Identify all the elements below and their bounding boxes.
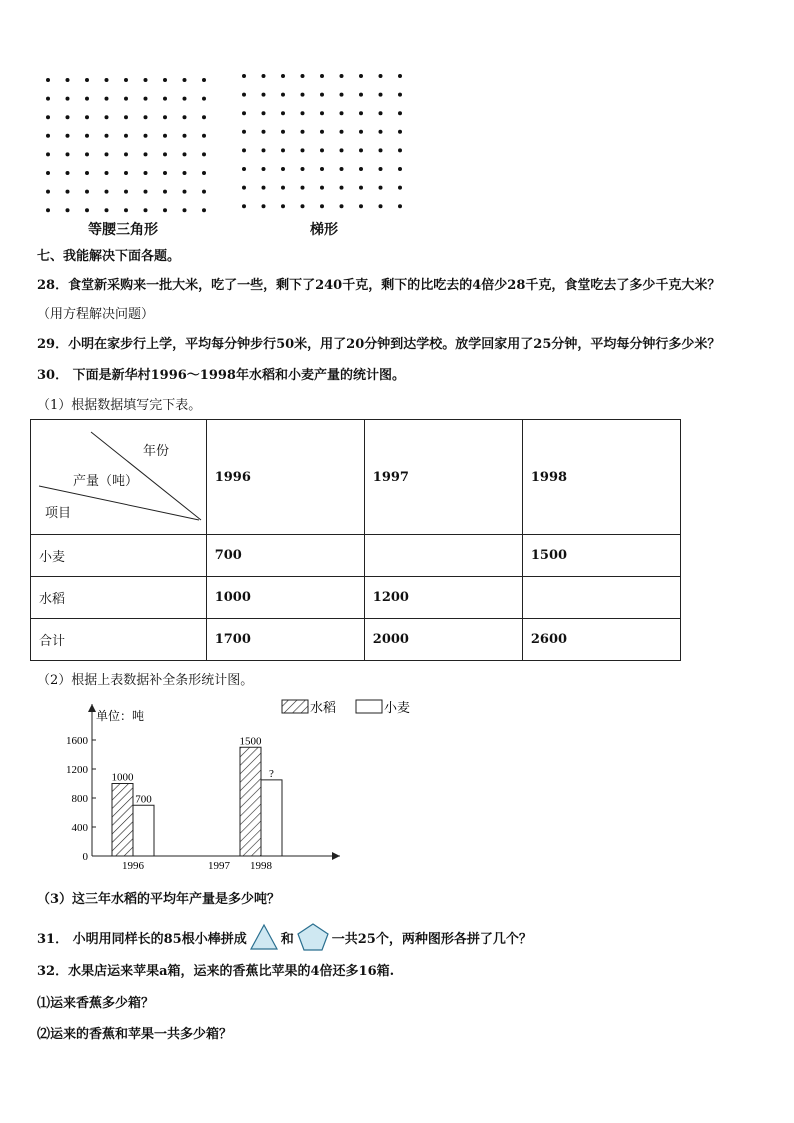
grid-dot[interactable] (163, 190, 167, 194)
grid-dot[interactable] (242, 74, 246, 78)
grid-dot[interactable] (398, 130, 402, 134)
grid-dot[interactable] (262, 93, 266, 97)
grid-dot[interactable] (66, 152, 70, 156)
grid-dot[interactable] (105, 190, 109, 194)
table-cell: 1500 (522, 535, 680, 577)
grid-dot[interactable] (144, 115, 148, 119)
grid-dot[interactable] (85, 208, 89, 212)
grid-dot[interactable] (85, 190, 89, 194)
grid-dot[interactable] (183, 208, 187, 212)
grid-dot[interactable] (202, 134, 206, 138)
grid-dot[interactable] (163, 115, 167, 119)
year-header: 1998 (522, 420, 680, 535)
production-table (30, 419, 681, 661)
grid-dot[interactable] (124, 134, 128, 138)
grid-dot[interactable] (301, 93, 305, 97)
grid-dot[interactable] (144, 152, 148, 156)
grid-dot[interactable] (340, 111, 344, 115)
q32-part2: ⑵运来的香蕉和苹果一共多少箱？ (37, 1027, 233, 1042)
grid-dot[interactable] (105, 97, 109, 101)
q28-text: 28．食堂新采购来一批大米，吃了一些，剩下了240千克，剩下的比吃去的4倍少28千克，食堂吃去了多少千克大米？ (37, 278, 721, 293)
grid-dot[interactable] (359, 148, 363, 152)
grid-dot[interactable] (85, 134, 89, 138)
grid-dot[interactable] (359, 130, 363, 134)
q31-text-after: 一共25个，两种图形各拼了几个？ (331, 931, 532, 947)
y-tick-label: 1600 (66, 735, 88, 747)
grid-dot[interactable] (281, 204, 285, 208)
grid-dot[interactable] (398, 148, 402, 152)
grid-dot[interactable] (379, 148, 383, 152)
grid-dot[interactable] (85, 171, 89, 175)
grid-dot[interactable] (320, 111, 324, 115)
grid-dot[interactable] (144, 171, 148, 175)
grid-dot[interactable] (281, 130, 285, 134)
x-axis-arrow (332, 852, 340, 860)
grid-dot[interactable] (320, 130, 324, 134)
grid-dot[interactable] (46, 97, 50, 101)
grid-dot[interactable] (359, 111, 363, 115)
q32-part1: ⑴运来香蕉多少箱？ (37, 996, 155, 1011)
grid-dot[interactable] (46, 190, 50, 194)
y-tick-label: 400 (71, 822, 88, 834)
bar-chart[interactable] (50, 692, 430, 877)
grid-dot[interactable] (163, 171, 167, 175)
legend-swatch (356, 700, 382, 713)
grid-dot[interactable] (379, 130, 383, 134)
grid-dot[interactable] (183, 78, 187, 82)
q31-text-and: 和 (280, 931, 294, 947)
grid-dot[interactable] (281, 111, 285, 115)
q28-note: （用方程解决问题） (37, 307, 155, 322)
grid-dot[interactable] (242, 204, 246, 208)
table-cell-blank[interactable] (522, 577, 680, 619)
legend-swatch (282, 700, 308, 713)
grid-dot[interactable] (301, 130, 305, 134)
grid-dot[interactable] (163, 134, 167, 138)
grid-dot[interactable] (163, 152, 167, 156)
grid-dot[interactable] (202, 171, 206, 175)
header-item: 项目 (45, 506, 72, 521)
grid-dot[interactable] (340, 74, 344, 78)
y-tick-label: 800 (71, 793, 88, 805)
grid-dot[interactable] (202, 208, 206, 212)
grid-dot[interactable] (242, 130, 246, 134)
grid-dot[interactable] (262, 186, 266, 190)
grid-dot[interactable] (379, 111, 383, 115)
grid-dot[interactable] (359, 74, 363, 78)
grid-dot[interactable] (124, 152, 128, 156)
table-cell: 700 (206, 535, 364, 577)
table-diagonal-header (31, 420, 207, 535)
grid-dot[interactable] (183, 171, 187, 175)
grid-dot[interactable] (163, 78, 167, 82)
grid-dot[interactable] (46, 115, 50, 119)
grid-dot[interactable] (46, 171, 50, 175)
table-row (31, 619, 681, 661)
grid-dot[interactable] (124, 208, 128, 212)
x-tick-label: 1997 (208, 860, 230, 872)
grid-dot[interactable] (105, 152, 109, 156)
grid-dot[interactable] (398, 186, 402, 190)
bar[interactable] (112, 784, 133, 857)
grid-dot[interactable] (66, 115, 70, 119)
q31-line (37, 922, 532, 952)
grid-dot[interactable] (124, 97, 128, 101)
table-cell-blank[interactable] (364, 535, 522, 577)
grid-dot[interactable] (340, 204, 344, 208)
grid-dot[interactable] (85, 152, 89, 156)
grid-dot[interactable] (262, 111, 266, 115)
bar-label: ? (269, 767, 274, 780)
grid-dot[interactable] (144, 97, 148, 101)
grid-dot[interactable] (379, 167, 383, 171)
q30-text: 30． 下面是新华村1996～1998年水稻和小麦产量的统计图。 (37, 368, 405, 383)
pentagon-icon (296, 922, 330, 952)
grid-dot[interactable] (202, 115, 206, 119)
grid-dot[interactable] (46, 208, 50, 212)
bar[interactable] (240, 747, 261, 856)
dot-grid-triangle[interactable] (40, 74, 210, 214)
grid-dot[interactable] (144, 208, 148, 212)
grid-dot[interactable] (242, 93, 246, 97)
grid-dot[interactable] (301, 167, 305, 171)
grid-dot[interactable] (163, 208, 167, 212)
grid-dot[interactable] (379, 186, 383, 190)
header-output: 产量（吨） (73, 474, 139, 489)
grid-dot[interactable] (359, 186, 363, 190)
grid-dot[interactable] (340, 93, 344, 97)
grid-dot[interactable] (281, 186, 285, 190)
grid-dot[interactable] (281, 74, 285, 78)
grid-dot[interactable] (320, 148, 324, 152)
grid-dot[interactable] (340, 130, 344, 134)
x-tick-label: 1996 (122, 860, 144, 872)
grid-dot[interactable] (340, 167, 344, 171)
grid-dot[interactable] (320, 74, 324, 78)
grid-dot[interactable] (262, 148, 266, 152)
grid-dot[interactable] (66, 171, 70, 175)
year-header: 1996 (206, 420, 364, 535)
grid-dot[interactable] (398, 167, 402, 171)
grid-dot[interactable] (379, 93, 383, 97)
grid-dot[interactable] (202, 190, 206, 194)
grid-dot[interactable] (398, 111, 402, 115)
table-row (31, 535, 681, 577)
grid-dot[interactable] (379, 74, 383, 78)
grid-dot[interactable] (359, 204, 363, 208)
table-cell: 2600 (522, 619, 680, 661)
grid-dot[interactable] (262, 167, 266, 171)
grid-dot[interactable] (242, 148, 246, 152)
grid-dot[interactable] (105, 171, 109, 175)
year-header: 1997 (364, 420, 522, 535)
grid-dot[interactable] (340, 186, 344, 190)
dot-grid-trapezoid-label: 梯形 (310, 222, 338, 238)
grid-dot[interactable] (124, 190, 128, 194)
grid-dot[interactable] (340, 148, 344, 152)
grid-dot[interactable] (398, 204, 402, 208)
y-tick-label: 0 (82, 851, 88, 863)
grid-dot[interactable] (183, 97, 187, 101)
dot-grid-trapezoid[interactable] (236, 70, 406, 210)
grid-dot[interactable] (301, 186, 305, 190)
grid-dot[interactable] (398, 74, 402, 78)
x-tick-label: 1998 (250, 860, 272, 872)
grid-dot[interactable] (46, 134, 50, 138)
q31-text-before: 31． 小明用同样长的85根小棒拼成 (37, 931, 247, 947)
grid-dot[interactable] (320, 204, 324, 208)
grid-dot[interactable] (124, 78, 128, 82)
grid-dot[interactable] (124, 115, 128, 119)
grid-dot[interactable] (202, 152, 206, 156)
section-title: 七、我能解决下面各题。 (37, 249, 181, 264)
grid-dot[interactable] (242, 111, 246, 115)
grid-dot[interactable] (183, 190, 187, 194)
grid-dot[interactable] (242, 167, 246, 171)
grid-dot[interactable] (359, 167, 363, 171)
grid-dot[interactable] (144, 134, 148, 138)
grid-dot[interactable] (379, 204, 383, 208)
row-label: 水稻 (31, 577, 207, 619)
grid-dot[interactable] (144, 190, 148, 194)
table-row (31, 577, 681, 619)
grid-dot[interactable] (144, 78, 148, 82)
grid-dot[interactable] (301, 74, 305, 78)
grid-dot[interactable] (301, 148, 305, 152)
grid-dot[interactable] (105, 78, 109, 82)
grid-dot[interactable] (85, 78, 89, 82)
table-cell: 2000 (364, 619, 522, 661)
grid-dot[interactable] (301, 204, 305, 208)
table-cell: 1700 (206, 619, 364, 661)
grid-dot[interactable] (85, 97, 89, 101)
header-year: 年份 (143, 444, 170, 459)
grid-dot[interactable] (262, 74, 266, 78)
grid-dot[interactable] (105, 115, 109, 119)
grid-dot[interactable] (281, 93, 285, 97)
grid-dot[interactable] (262, 204, 266, 208)
grid-dot[interactable] (183, 115, 187, 119)
bar-label: 1000 (111, 771, 134, 784)
grid-dot[interactable] (66, 190, 70, 194)
grid-dot[interactable] (202, 78, 206, 82)
table-cell: 1200 (364, 577, 522, 619)
q29-text: 29．小明在家步行上学，平均每分钟步行50米，用了20分钟到达学校。放学回家用了25分钟，平均每分钟行多少米？ (37, 337, 721, 352)
grid-dot[interactable] (281, 148, 285, 152)
grid-dot[interactable] (202, 97, 206, 101)
grid-dot[interactable] (163, 97, 167, 101)
grid-dot[interactable] (105, 134, 109, 138)
grid-dot[interactable] (281, 167, 285, 171)
y-axis-arrow (88, 704, 96, 712)
grid-dot[interactable] (183, 152, 187, 156)
bar-label: 700 (135, 793, 152, 806)
table-cell: 1000 (206, 577, 364, 619)
grid-dot[interactable] (320, 93, 324, 97)
grid-dot[interactable] (398, 93, 402, 97)
q30-part3: （3）这三年水稻的平均年产量是多少吨？ (37, 892, 281, 907)
row-label: 合计 (31, 619, 207, 661)
grid-dot[interactable] (46, 78, 50, 82)
legend-label: 水稻 (310, 700, 337, 715)
grid-dot[interactable] (320, 167, 324, 171)
bar[interactable] (133, 805, 154, 856)
grid-dot[interactable] (66, 78, 70, 82)
row-label: 小麦 (31, 535, 207, 577)
triangle-icon (249, 923, 279, 951)
grid-dot[interactable] (242, 186, 246, 190)
q30-part1: （1）根据数据填写完下表。 (37, 398, 202, 413)
grid-dot[interactable] (66, 97, 70, 101)
grid-dot[interactable] (320, 186, 324, 190)
grid-dot[interactable] (124, 171, 128, 175)
grid-dot[interactable] (301, 111, 305, 115)
grid-dot[interactable] (66, 208, 70, 212)
grid-dot[interactable] (183, 134, 187, 138)
q30-part2: （2）根据上表数据补全条形统计图。 (37, 673, 254, 688)
bar-label: 1500 (239, 735, 262, 748)
q32-text: 32．水果店运来苹果a箱，运来的香蕉比苹果的4倍还多16箱. (37, 964, 395, 979)
grid-dot[interactable] (85, 115, 89, 119)
grid-dot[interactable] (262, 130, 266, 134)
dot-grid-triangle-label: 等腰三角形 (88, 222, 158, 238)
grid-dot[interactable] (66, 134, 70, 138)
grid-dot[interactable] (105, 208, 109, 212)
bar[interactable] (261, 780, 282, 856)
y-axis-label: 单位：吨 (96, 709, 145, 723)
y-tick-label: 1200 (66, 764, 88, 776)
grid-dot[interactable] (46, 152, 50, 156)
grid-dot[interactable] (359, 93, 363, 97)
legend-label: 小麦 (384, 700, 411, 715)
